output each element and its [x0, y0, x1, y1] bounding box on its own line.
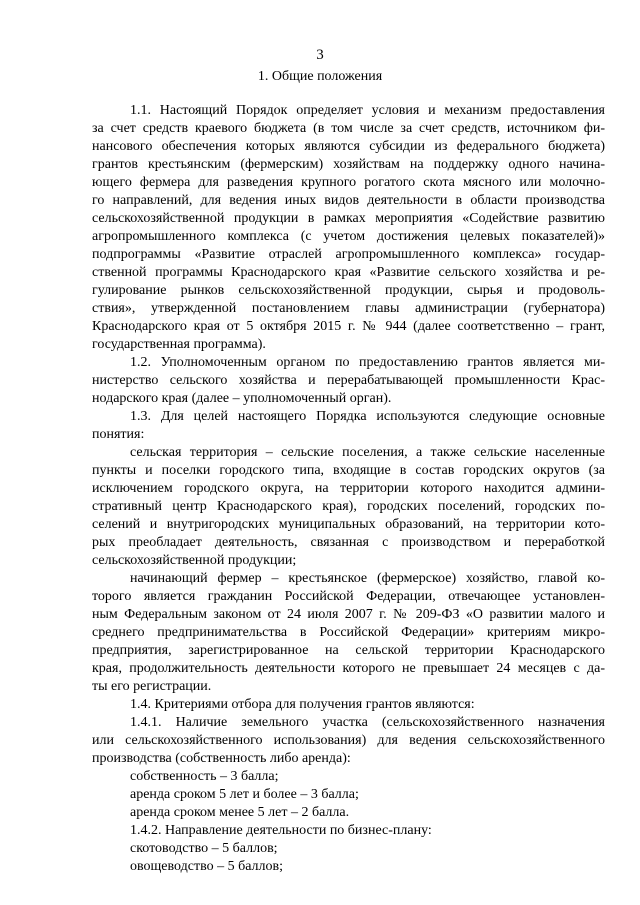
paragraph-line: рых преобладает деятельность, связанная с производством и переработкой: [92, 535, 605, 550]
paragraph-line: ственной программы Краснодарского края «Развитие сельского хозяйства и ре-: [92, 265, 605, 280]
paragraph-line: селений и внутригородских муниципальных образований, на территории кото-: [92, 517, 605, 532]
paragraph-line: 1.4.1. Наличие земельного участка (сельскохозяйственного назначения: [130, 715, 605, 730]
paragraph-line: стративный центр Краснодарского края), городских поселений, городских по-: [92, 499, 605, 514]
paragraph-line: агропромышленного комплекса (с учетом достижения целевых показателей)»: [92, 229, 605, 244]
paragraph-line: края, продолжительность деятельности которого не превышает 24 месяцев с да-: [92, 661, 605, 676]
paragraph-line: за счет средств краевого бюджета (в том числе за счет средств, источником фи-: [92, 121, 605, 136]
paragraph-line: 1.4.2. Направление деятельности по бизнес-плану:: [130, 823, 432, 838]
paragraph-line: производства (собственность либо аренда):: [92, 751, 351, 766]
paragraph-line: начинающий фермер – крестьянское (фермерское) хозяйство, главой ко-: [130, 571, 605, 586]
list-item: скотоводство – 5 баллов;: [130, 841, 278, 856]
paragraph-line: грантов крестьянским (фермерским) хозяйствам на поддержку одного начина-: [92, 157, 605, 172]
paragraph-line: государственная программа).: [92, 337, 266, 352]
paragraph-line: предприятия, зарегистрированное на сельской территории Краснодарского: [92, 643, 605, 658]
page-number: 3: [316, 47, 324, 63]
paragraph-line: нансового обеспечения которых являются субсидии из федерального бюджета): [92, 139, 605, 154]
paragraph-line: гулирование рынков сельскохозяйственной продукции, сырья и продоволь-: [92, 283, 605, 298]
paragraph-line: го направлений, для ведения иных видов деятельности в области производства: [92, 193, 605, 208]
paragraph-line: подпрограммы «Развитие отраслей агропромышленного комплекса» государ-: [92, 247, 605, 262]
paragraph-line: 1.3. Для целей настоящего Порядка используются следующие основные: [130, 409, 605, 424]
paragraph-line: нодарского края (далее – уполномоченный орган).: [92, 391, 392, 406]
paragraph-line: пункты и поселки городского типа, входящие в состав городских округов (за: [92, 463, 605, 478]
list-item: аренда сроком 5 лет и более – 3 балла;: [130, 787, 359, 802]
paragraph-line: ным Федеральным законом от 24 июля 2007 г. № 209-ФЗ «О развитии малого и: [92, 607, 605, 622]
paragraph-line: 1.1. Настоящий Порядок определяет условия и механизм предоставления: [130, 103, 605, 118]
paragraph-line: понятия:: [92, 427, 145, 442]
paragraph-line: сельскохозяйственной продукции;: [92, 553, 297, 568]
paragraph-line: торого является гражданин Российской Федерации, отвечающее установлен-: [92, 589, 605, 604]
paragraph-line: ствия», утвержденной постановлением главы администрации (губернатора): [92, 301, 605, 316]
list-item: собственность – 3 балла;: [130, 769, 279, 784]
paragraph-line: сельскохозяйственной продукции в рамках мероприятия «Содействие развитию: [92, 211, 605, 226]
paragraph-line: нистерство сельского хозяйства и перерабатывающей промышленности Крас-: [92, 373, 605, 388]
paragraph-line: ты его регистрации.: [92, 679, 212, 694]
paragraph-line: среднего предпринимательства в Российской Федерации» критериям микро-: [92, 625, 605, 640]
paragraph-line: ющего фермера для разведения крупного рогатого скота мясного или молочно-: [92, 175, 605, 190]
paragraph-line: Краснодарского края от 5 октября 2015 г. № 944 (далее соответственно – грант,: [92, 319, 605, 334]
paragraph-line: 1.4. Критериями отбора для получения грантов являются:: [130, 697, 475, 712]
paragraph-line: сельская территория – сельские поселения, а также сельские населенные: [130, 445, 605, 460]
paragraph-line: 1.2. Уполномоченным органом по предоставлению грантов является ми-: [130, 355, 605, 370]
list-item: овощеводство – 5 баллов;: [130, 859, 284, 874]
paragraph-line: исключением городского округа, на территории которого находится админи-: [92, 481, 605, 496]
list-item: аренда сроком менее 5 лет – 2 балла.: [130, 805, 350, 820]
section-title: 1. Общие положения: [257, 69, 383, 84]
paragraph-line: или сельскохозяйственного использования) для ведения сельскохозяйственного: [92, 733, 605, 748]
